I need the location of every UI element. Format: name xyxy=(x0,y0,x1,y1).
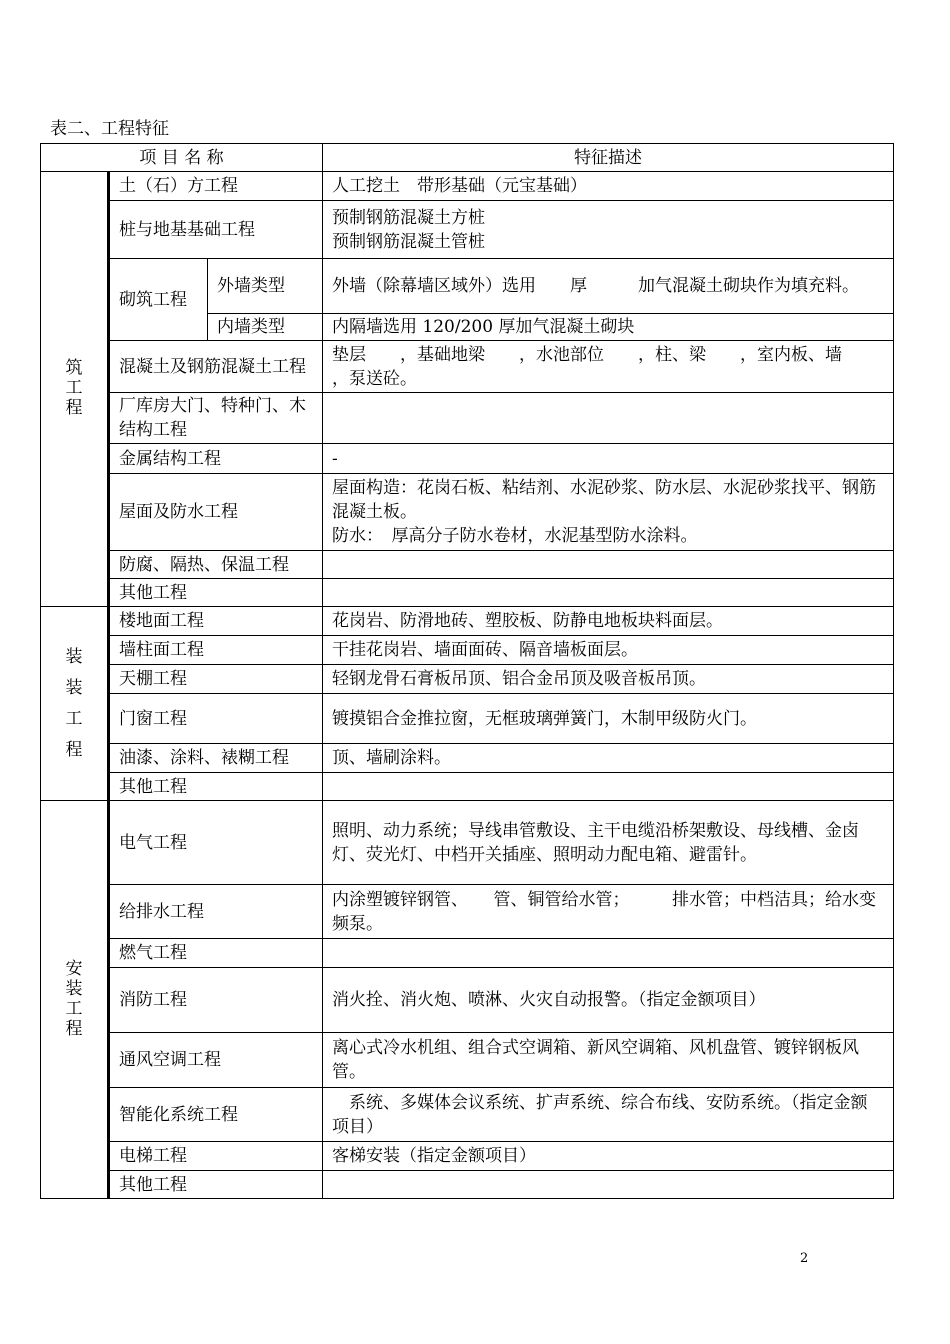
row-name: 桩与地基基础工程 xyxy=(109,201,323,259)
row-name: 油漆、涂料、裱糊工程 xyxy=(109,744,323,773)
row-name: 消防工程 xyxy=(109,968,323,1033)
row-desc: 干挂花岗岩、墙面面砖、隔音墙板面层。 xyxy=(323,636,894,665)
table-row xyxy=(41,1033,894,1088)
row-desc xyxy=(323,201,894,259)
desc-line: 防水： 厚高分子防水卷材，水泥基型防水涂料。 xyxy=(332,526,698,546)
row-desc: 内隔墙选用 120/200 厚加气混凝土砌块 xyxy=(323,314,894,341)
row-desc xyxy=(323,579,894,607)
row-subname: 外墙类型 xyxy=(208,259,323,314)
desc-line: 预制钢筋混凝土方桩 xyxy=(332,207,485,228)
table-row xyxy=(41,172,894,201)
table-row xyxy=(41,694,894,744)
row-desc xyxy=(323,1171,894,1199)
table-row xyxy=(41,607,894,636)
row-name: 通风空调工程 xyxy=(109,1033,323,1088)
group-installation-label: 安装工程 xyxy=(65,958,83,1039)
row-name: 混凝土及钢筋混凝土工程 xyxy=(109,341,323,393)
row-desc: 照明、动力系统；导线串管敷设、主干电缆沿桥架敷设、母线槽、金卤灯、荧光灯、中档开关插座、照明动力配电箱、避雷针。 xyxy=(323,801,894,885)
page-number: 2 xyxy=(800,1251,809,1266)
table-caption: 表二、工程特征 xyxy=(50,119,169,139)
row-name: 其他工程 xyxy=(109,579,323,607)
row-name: 智能化系统工程 xyxy=(109,1088,323,1142)
table-row xyxy=(41,259,894,314)
table-row xyxy=(41,1142,894,1171)
table-row xyxy=(41,474,894,551)
row-desc: 轻钢龙骨石膏板吊顶、铝合金吊顶及吸音板吊顶。 xyxy=(323,665,894,694)
row-name: 厂库房大门、特种门、木结构工程 xyxy=(109,393,323,444)
row-desc xyxy=(323,474,894,551)
table-row xyxy=(41,341,894,393)
header-desc: 特征描述 xyxy=(323,144,894,172)
row-name: 天棚工程 xyxy=(109,665,323,694)
row-subname: 内墙类型 xyxy=(208,314,323,341)
group-building-label: 筑工程 xyxy=(65,358,83,418)
row-name: 其他工程 xyxy=(109,773,323,801)
row-desc xyxy=(323,773,894,801)
row-desc: 离心式冷水机组、组合式空调箱、新风空调箱、风机盘管、镀锌钢板风管。 xyxy=(323,1033,894,1088)
row-name: 门窗工程 xyxy=(109,694,323,744)
row-name: 燃气工程 xyxy=(109,939,323,968)
row-desc: 客梯安装（指定金额项目） xyxy=(323,1142,894,1171)
table-row xyxy=(41,393,894,444)
table-row xyxy=(41,1171,894,1199)
table-row xyxy=(41,636,894,665)
row-desc xyxy=(323,939,894,968)
row-name: 电梯工程 xyxy=(109,1142,323,1171)
row-desc: 人工挖土 带形基础（元宝基础） xyxy=(323,172,894,201)
row-name: 屋面及防水工程 xyxy=(109,474,323,551)
row-desc xyxy=(323,393,894,444)
row-desc xyxy=(323,551,894,579)
table-row xyxy=(41,773,894,801)
table-row xyxy=(41,744,894,773)
row-desc: 花岗岩、防滑地砖、塑胶板、防静电地板块料面层。 xyxy=(323,607,894,636)
row-name: 给排水工程 xyxy=(109,885,323,939)
table-row xyxy=(41,665,894,694)
row-desc: 镀摸铝合金推拉窗，无框玻璃弹簧门，木制甲级防火门。 xyxy=(323,694,894,744)
row-desc: - xyxy=(323,444,894,474)
group-building xyxy=(41,172,109,607)
row-desc: 系统、多媒体会议系统、扩声系统、综合布线、安防系统。（指定金额项目） xyxy=(323,1088,894,1142)
row-name: 电气工程 xyxy=(109,801,323,885)
row-name: 防腐、隔热、保温工程 xyxy=(109,551,323,579)
row-name: 金属结构工程 xyxy=(109,444,323,474)
row-desc: 垫层 ，基础地梁 ，水池部位 ，柱、梁 ，室内板、墙 ，泵送砼。 xyxy=(323,341,894,393)
group-decoration xyxy=(41,607,109,801)
header-name: 项 目 名 称 xyxy=(41,144,323,172)
table-header-row xyxy=(41,144,894,172)
table-row xyxy=(41,551,894,579)
table-row xyxy=(41,1088,894,1142)
table-row xyxy=(41,939,894,968)
group-installation xyxy=(41,801,109,1199)
desc-line: 屋面构造：花岗石板、粘结剂、水泥砂浆、防水层、水泥砂浆找平、钢筋混凝土板。 xyxy=(332,478,876,522)
table-row xyxy=(41,579,894,607)
row-desc: 顶、墙刷涂料。 xyxy=(323,744,894,773)
table-row xyxy=(41,201,894,259)
row-desc: 内涂塑镀锌钢管、 管、铜管给水管； 排水管；中档洁具；给水变频泵。 xyxy=(323,885,894,939)
row-desc: 外墙（除幕墙区域外）选用 厚 加气混凝土砌块作为填充料。 xyxy=(323,259,894,314)
table-row xyxy=(41,968,894,1033)
row-name: 砌筑工程 xyxy=(109,259,208,341)
group-decoration-label: 装装工程 xyxy=(65,646,83,760)
row-desc: 消火拴、消火炮、喷淋、火灾自动报警。（指定金额项目） xyxy=(323,968,894,1033)
row-name: 其他工程 xyxy=(109,1171,323,1199)
table-row xyxy=(41,444,894,474)
desc-line: 预制钢筋混凝土管桩 xyxy=(332,231,485,252)
engineering-features-table xyxy=(40,143,894,1199)
table-row xyxy=(41,885,894,939)
row-name: 土（石）方工程 xyxy=(109,172,323,201)
table-row xyxy=(41,801,894,885)
row-name: 墙柱面工程 xyxy=(109,636,323,665)
row-name: 楼地面工程 xyxy=(109,607,323,636)
